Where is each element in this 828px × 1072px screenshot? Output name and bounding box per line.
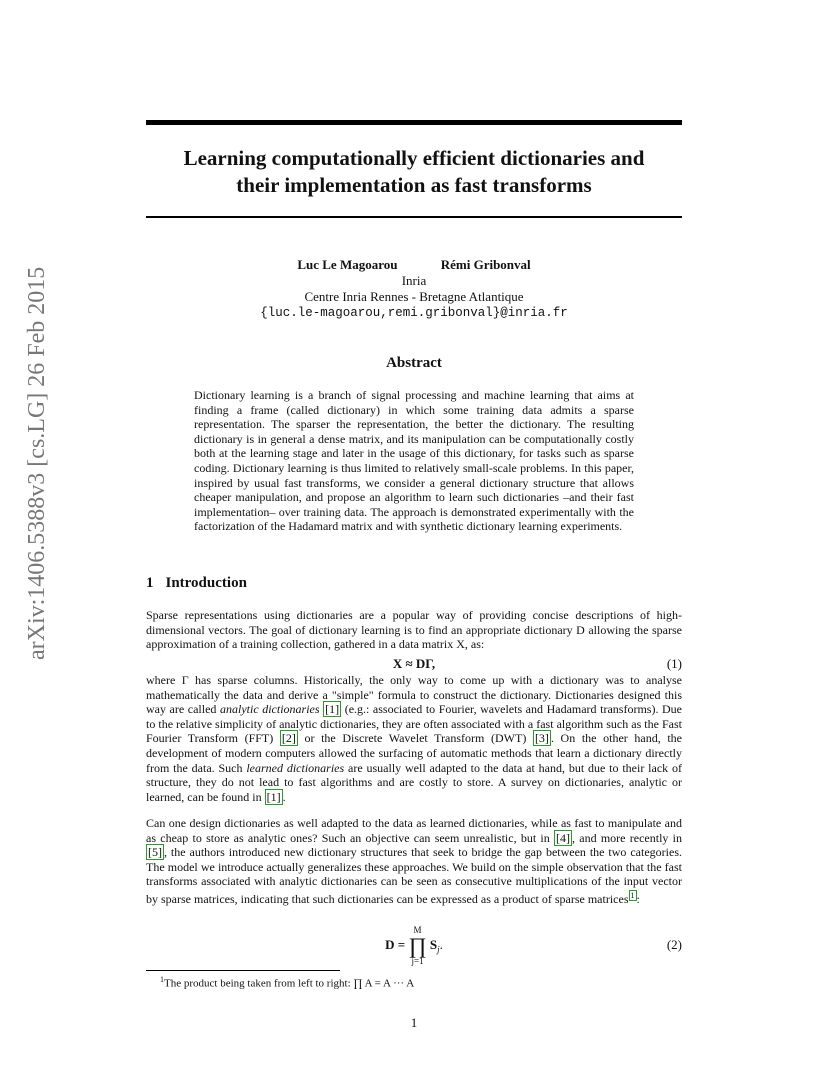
equation-2-upper-limit: M	[413, 925, 422, 935]
citation-link[interactable]: [5]	[148, 845, 162, 860]
citation-link[interactable]: [4]	[556, 830, 571, 845]
footnote-link[interactable]: 1	[630, 890, 635, 900]
affiliation-2: Centre Inria Rennes - Bretagne Atlantique	[304, 289, 524, 304]
para2-text-b: (e.g.: associated to Fourier, wavelets and Hadamard transforms). Due to the relative simplicity of analytic dictionaries, they are often associated with a fast algorithm such as the Fast Fourier Transform (FFT)	[146, 702, 683, 746]
section-title: Introduction	[165, 575, 247, 591]
author-2: Rémi Gribonval	[440, 257, 531, 272]
citation-link[interactable]: [3]	[534, 731, 549, 746]
title-line-2: their implementation as fast transforms	[236, 173, 592, 197]
author-1: Luc Le Magoarou	[297, 257, 398, 272]
equation-1-body: X ≈ DΓ,	[392, 656, 436, 671]
para2-text-d: . On the other hand, the development of modern computers allowed the surfacing of automatic methods that learn a dictionary directly from the data. Such	[146, 731, 682, 775]
equation-2-lhs: D =	[385, 936, 406, 952]
equation-2-rhs: S	[429, 936, 438, 952]
product-symbol: ∏	[408, 933, 427, 958]
arxiv-stamp: arXiv:1406.5388v3 [cs.LG] 26 Feb 2015	[24, 266, 50, 660]
equation-2-body: D = M ∏ j=1 $S_j$.	[385, 925, 443, 966]
equation-2-rhs-index: j	[437, 944, 440, 955]
footnote-text: The product being taken from left to right: ∏ A = A ··· A	[164, 977, 415, 990]
intro-paragraph-2: where Γ has sparse columns. Historically, the only way to come up with a dictionary was to analyse mathematically the data and derive a "simple" formula to construct the dictionary. Dictionaries designed this way are called analytic dictionaries [1] (e.g.: associated to Fourier, wavelets and Hadamard transforms). Due to the relative simplicity of analytic dictionaries, they are often associated with a fast algorithm such as the Fast Fourier Transform (FFT) [2] or the Discrete Wavelet Transform (DWT) [3] . On the other hand, the development of modern computers allowed the surfacing of automatic methods that learn a dictionary directly from the data. Such learned dictionaries are usually well adapted to the data at hand, but due to their lack of structure, they do not lead to fast algorithms and are costly to store. A survey on dictionaries, analytic or learned, can be found in [1] .	[146, 673, 683, 804]
abstract-text: Dictionary learning is a branch of signal processing and machine learning that aims at finding a frame (called dictionary) in which some training data admits a sparse representation. The sparser the representation, the better the dictionary. The resulting dictionary is in general a dense matrix, and its manipulation can be computationally costly both at the learning stage and later in the usage of this dictionary, for tasks such as sparse coding. Dictionary learning is thus limited to relatively small-scale problems. In this paper, inspired by usual fast transforms, we consider a general dictionary structure that allows cheaper manipulation, and propose an algorithm to learn such dictionaries –and their fast implementation– over training data. The approach is demonstrated experimentally with the factorization of the Hadamard matrix and with synthetic dictionary learning experiments.	[194, 388, 634, 534]
title-top-rule	[146, 120, 682, 125]
equation-2-number: (2)	[666, 937, 682, 952]
author-names	[146, 257, 682, 273]
citation-link[interactable]: [2]	[281, 731, 296, 746]
para2-emphasis-1: analytic dictionaries	[220, 702, 320, 717]
footnote	[160, 975, 414, 990]
para3-text-c: , the authors introduced new dictionary structures that seek to bridge the gap between the two categories. The model we introduce actually generalizes these approaches. We build on the simple observation that the fast transforms associated with analytic dictionaries can be seen as consecutive multiplications of the input vector by sparse matrices, indicating that such dictionaries can be expressed as a product of sparse matrices	[146, 845, 682, 906]
para3-text-a: Can one design dictionaries as well adapted to the data as learned dictionaries, while as fast to manipulate and as cheap to store as analytic ones? Such an objective can seem unrealistic, but in	[146, 816, 682, 845]
para3-text-b: , and more recently in	[572, 830, 682, 845]
citation-link[interactable]: [1]	[325, 702, 340, 717]
author-block	[146, 257, 682, 321]
title-line-1: Learning computationally efficient dictionaries and	[183, 146, 645, 170]
affiliation-1: Inria	[401, 273, 427, 288]
equation-1-number: (1)	[666, 656, 682, 671]
author-email: {luc.le-magoarou,remi.gribonval}@inria.fr	[260, 306, 568, 320]
equation-2	[146, 925, 682, 965]
equation-2-lower-limit: j=1	[411, 956, 424, 966]
intro-paragraph-1: Sparse representations using dictionaries are a popular way of providing concise descriptions of high-dimensional vectors. The goal of dictionary learning is to find an appropriate dictionary D allowing the sparse approximation of a training collection, gathered in a data matrix X, as:	[146, 608, 682, 652]
page-number: 1	[410, 1015, 418, 1030]
section-number: 1	[146, 575, 154, 591]
para2-text-a: where Γ has sparse columns. Historically, the only way to come up with a dictionary was to analyse mathematically the data and derive a "simple" formula to construct the dictionary. Dictionaries designed this way are called	[146, 673, 682, 717]
citation-link[interactable]: [1]	[266, 789, 281, 804]
para2-emphasis-2: learned dictionaries	[246, 760, 345, 775]
para2-text-e: are usually well adapted to the data at hand, but due to their lack of structure, they do not lead to fast algorithms and are costly to store. A survey on dictionaries, analytic or learned, can be found in	[146, 760, 682, 804]
title-bottom-rule	[146, 216, 682, 218]
footnote-rule	[146, 970, 340, 971]
section-heading	[146, 575, 247, 592]
paper-title	[146, 145, 682, 199]
abstract-heading: Abstract	[386, 355, 442, 371]
intro-paragraph-3: Can one design dictionaries as well adapted to the data as learned dictionaries, while as fast to manipulate and as cheap to store as analytic ones? Such an objective can seem unrealistic, but in [4] , and more recently in [5] , the authors introduced new dictionary structures that seek to bridge the gap between the two categories. The model we introduce actually generalizes these approaches. We build on the simple observation that the fast transforms associated with analytic dictionaries can be seen as consecutive multiplications of the input vector by sparse matrices, indicating that such dictionaries can be expressed as a product of sparse matrices $^1$ :	[146, 816, 682, 906]
footnote-mark: 1	[160, 975, 164, 984]
para2-text-c: or the Discrete Wavelet Transform (DWT)	[297, 731, 533, 746]
